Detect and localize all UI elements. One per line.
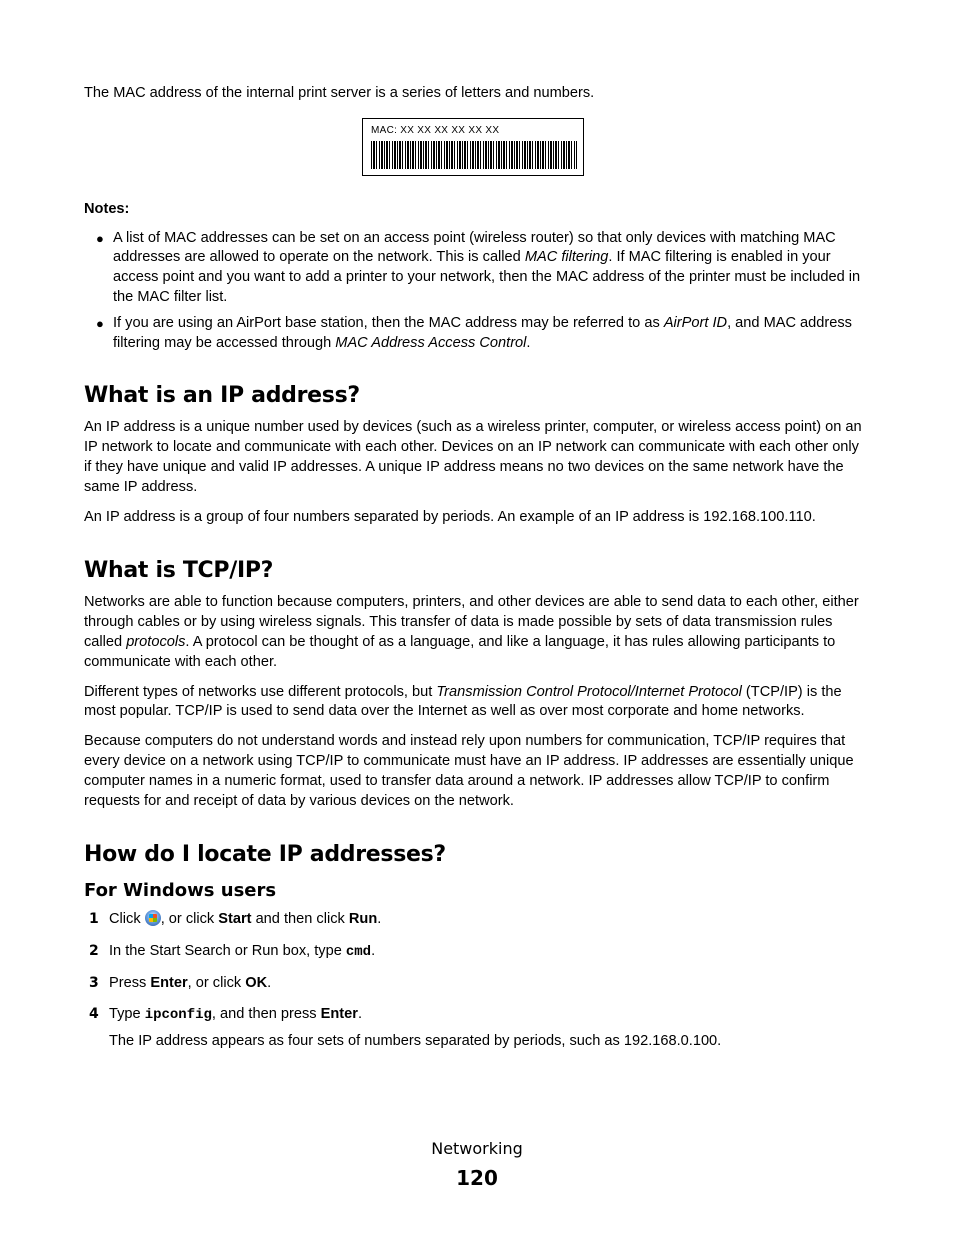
heading-ip-address: What is an IP address? xyxy=(84,383,360,409)
step-result-text: The IP address appears as four sets of numbers separated by periods, such as 192.168.0.100. xyxy=(109,1033,722,1050)
notes-list xyxy=(84,229,870,354)
step-item: 4 Type ipconfig, and then press Enter. xyxy=(89,1006,363,1024)
heading-locate-ip: How do I locate IP addresses? xyxy=(84,842,446,868)
ip-paragraph-1: An IP address is a unique number used by devices (such as a wireless printer, computer, or wireless access point) on an IP network to locate and communicate with each other. Devices on an IP network can communicate with each other only if they have unique and valid IP addresses. A unique IP address means no two devices on the same network have the same IP address. xyxy=(84,419,862,495)
intro-text: The MAC address of the internal print server is a series of letters and numbers. xyxy=(84,85,595,101)
step-item: 1 Click , or click Start and then click Run. xyxy=(89,911,382,928)
windows-start-icon xyxy=(145,910,161,926)
subheading-windows-users: For Windows users xyxy=(84,880,277,902)
notes-label: Notes: xyxy=(84,200,130,217)
steps-list xyxy=(84,910,870,1026)
bullet-icon: ● xyxy=(96,315,104,331)
tcp-paragraph-3: Because computers do not understand words and instead rely upon numbers for communication, TCP/IP requires that every device on a network using TCP/IP to communicate must have an IP address. IP addresses are essentially unique computer names in a numeric format, used to transfer data around a network. IP addresses allow TCP/IP to confirm requests for and receipt of data by various devices on the network. xyxy=(84,733,854,809)
step-item: 2 In the Start Search or Run box, type cmd. xyxy=(89,942,376,960)
bullet-icon: ● xyxy=(96,230,104,246)
list-item: ● If you are using an AirPort base station, then the MAC address may be referred to as AirPort ID, and MAC address filtering may be accessed through MAC Address Access Control. xyxy=(96,314,852,351)
footer-section-name: Networking xyxy=(431,1139,523,1158)
page-content xyxy=(84,84,870,1052)
tcp-paragraph-2: Different types of networks use different protocols, but Transmission Control Protocol/Internet Protocol (TCP/IP) is the most popular. TCP/IP is used to send data over the Internet as well as over most corporate and home networks. xyxy=(84,683,842,720)
barcode-graphic xyxy=(371,141,577,169)
page-number: 120 xyxy=(456,1166,498,1190)
step-item: 3 Press Enter, or click OK. xyxy=(89,974,272,991)
heading-tcp-ip: What is TCP/IP? xyxy=(84,558,274,584)
ip-paragraph-2: An IP address is a group of four numbers separated by periods. An example of an IP address is 192.168.100.110. xyxy=(84,508,816,525)
mac-address-label-image xyxy=(362,118,584,176)
list-item: ● A list of MAC addresses can be set on an access point (wireless router) so that only devices with matching MAC addresses are allowed to operate on the network. This is called MAC filtering. If MAC filtering is enabled in your access point and you want to add a printer to your network, then the MAC address of the printer must be included in the MAC filter list. xyxy=(96,229,861,305)
mac-label-text: MAC: XX XX XX XX XX XX xyxy=(371,124,500,136)
tcp-paragraph-1: Networks are able to function because computers, printers, and other devices are able to send data to each other, either through cables or by using wireless signals. This transfer of data is made possible by sets of data transmission rules called protocols. A protocol can be thought of as a language, and like a language, it has rules allowing participants to communicate with each other. xyxy=(84,594,859,670)
